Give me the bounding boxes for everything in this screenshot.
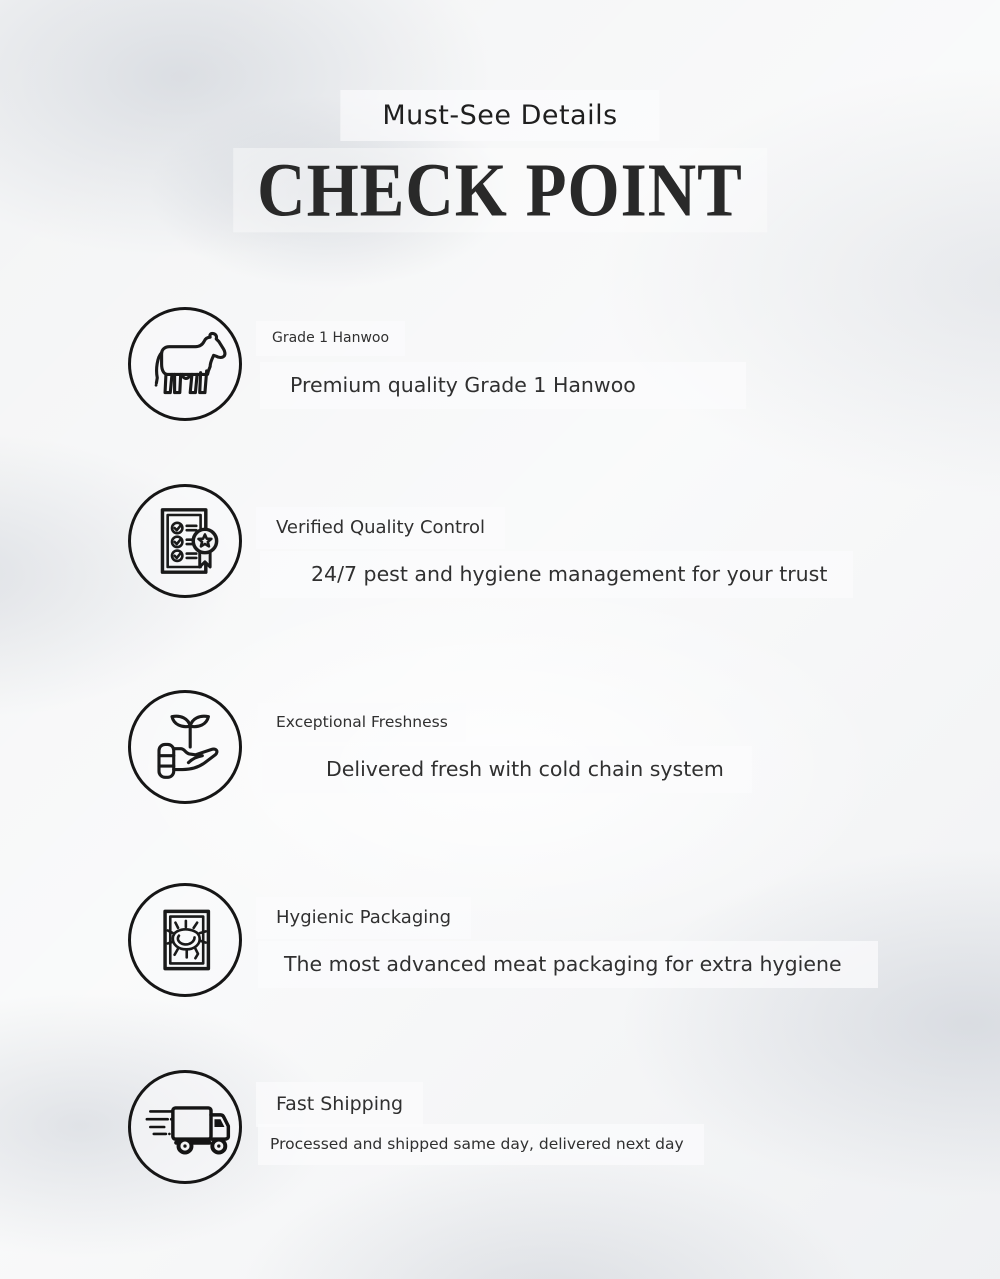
feature-description: 24/7 pest and hygiene management for your trust — [260, 551, 853, 598]
feature-description: Delivered fresh with cold chain system — [262, 746, 752, 793]
delivery-truck-icon — [128, 1070, 242, 1184]
feature-label: Verified Quality Control — [256, 507, 505, 549]
feature-label: Exceptional Freshness — [258, 703, 466, 742]
section-title: CHECK POINT — [233, 148, 767, 233]
feature-label: Hygienic Packaging — [256, 897, 471, 939]
certificate-checklist-icon — [128, 484, 242, 598]
section-subtitle: Must-See Details — [340, 90, 659, 141]
packaged-meat-icon — [128, 883, 242, 997]
feature-description: Processed and shipped same day, delivered next day — [258, 1124, 704, 1165]
cow-icon — [128, 307, 242, 421]
hand-sprout-icon — [128, 690, 242, 804]
feature-label: Grade 1 Hanwoo — [256, 321, 405, 356]
feature-description: Premium quality Grade 1 Hanwoo — [260, 362, 746, 409]
feature-description: The most advanced meat packaging for extra hygiene — [258, 941, 878, 988]
feature-label: Fast Shipping — [256, 1082, 423, 1127]
